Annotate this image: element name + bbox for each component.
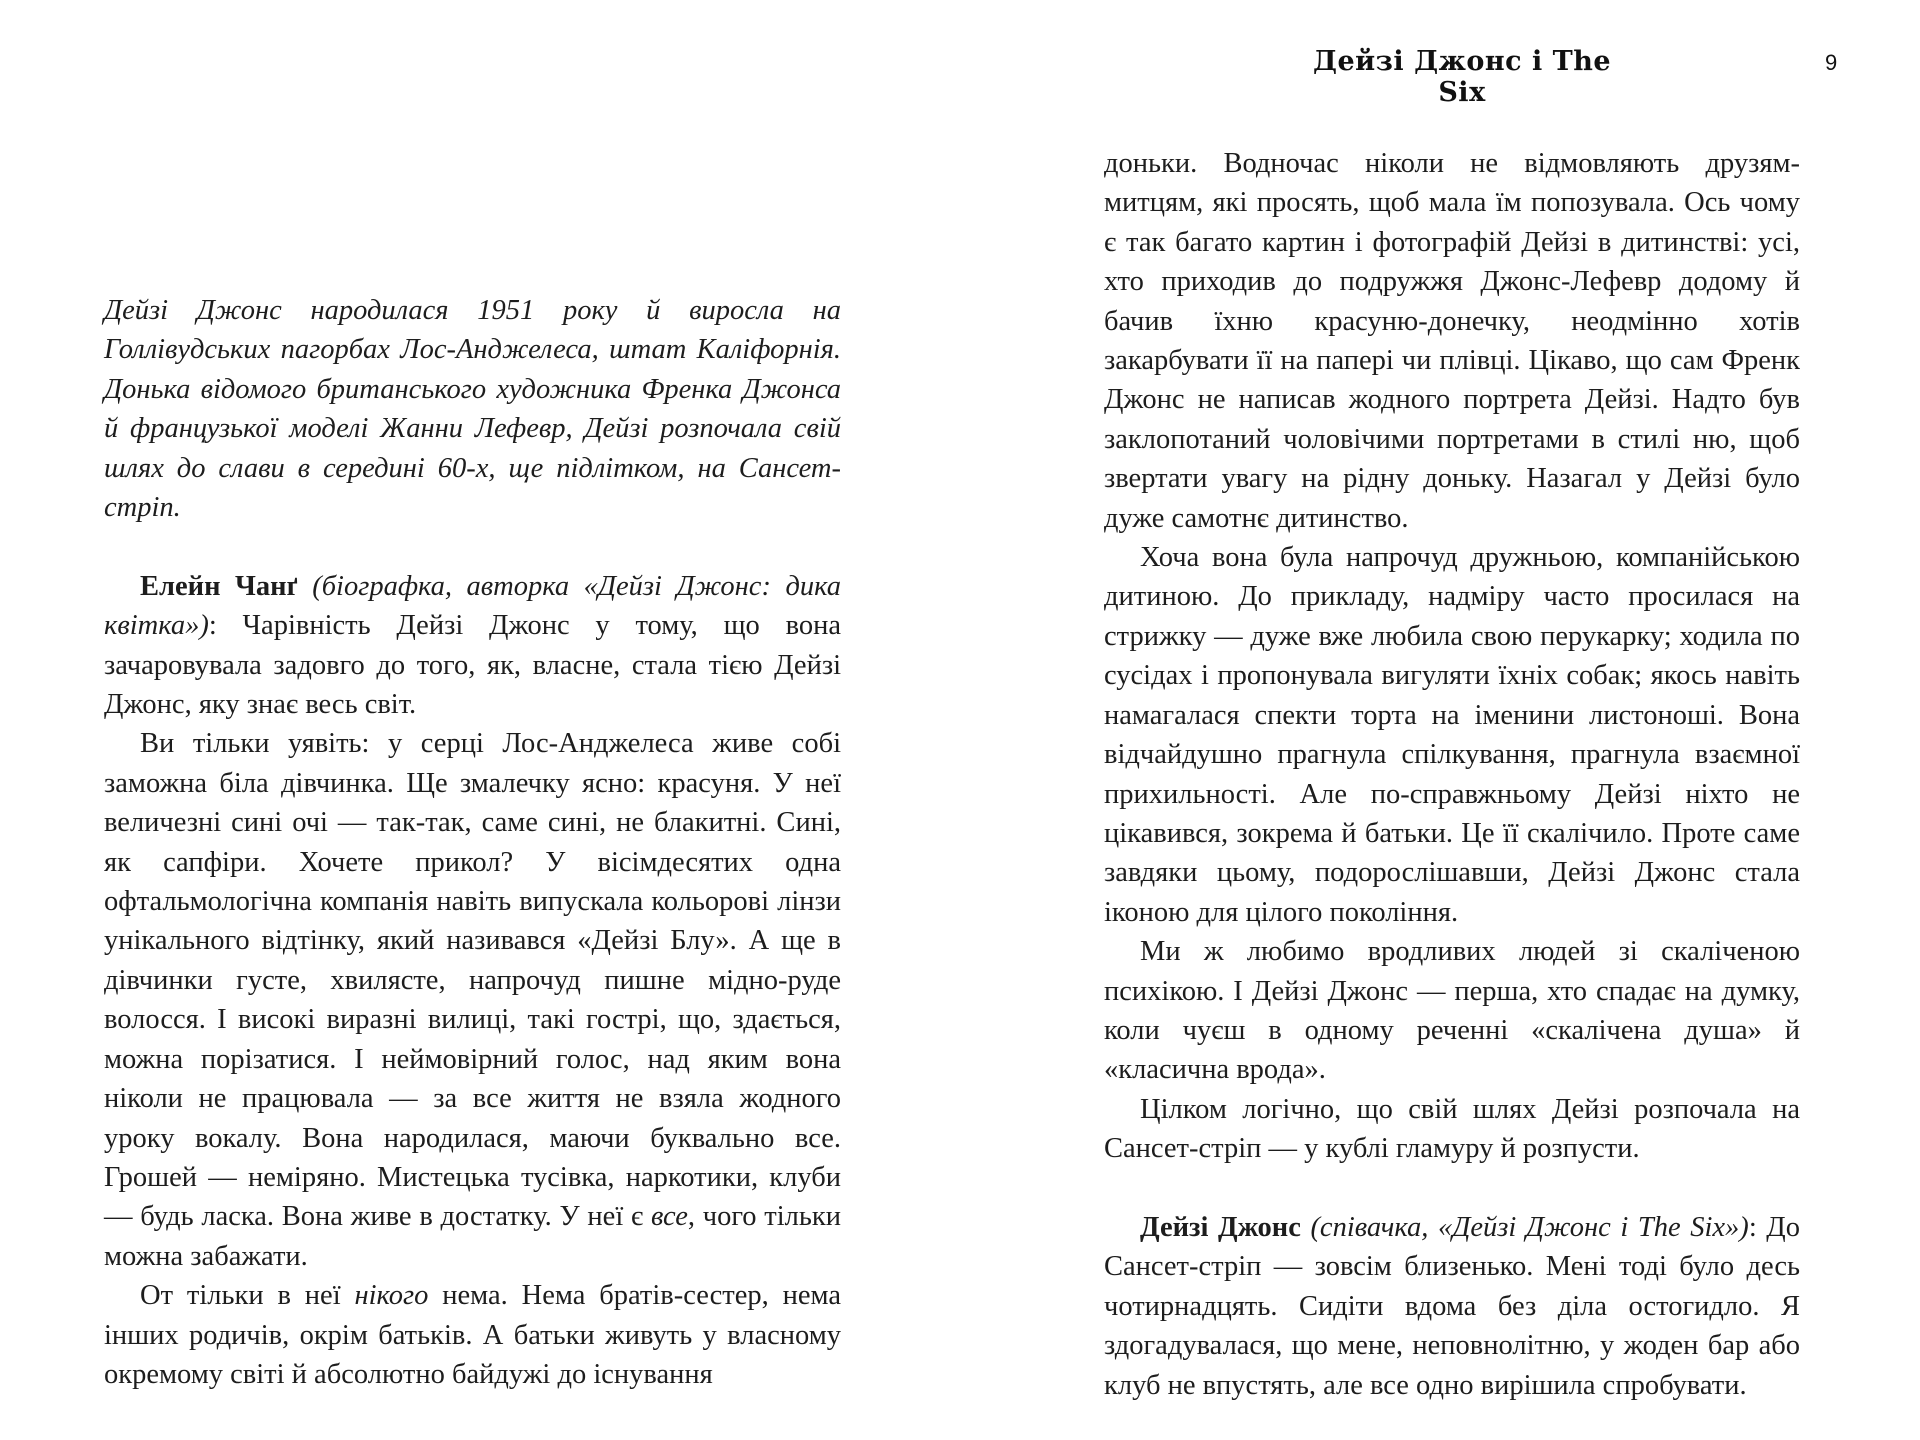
speaker-role: (біографка, авторка «Дейзі Джонс: дика квітка»): [104, 570, 841, 642]
body-text: , чого тільки можна забажати.: [104, 1201, 841, 1272]
speaker-name: Елейн Чанґ: [140, 570, 298, 602]
body-paragraph: [104, 724, 841, 1276]
left-page-text: [104, 291, 841, 1394]
speaker-text: : До Сансет-стріп — зовсім близенько. Мені тоді було десь чотирнадцять. Сидіти вдома без діла остогидло. Я здогадувалася, що мене, неповнолітню, у жоден бар або клуб не впустять, але все одно вирішила спробувати.: [1104, 1211, 1800, 1401]
body-text: нема. Нема братів-сестер, нема інших родичів, окрім батьків. А батьки живуть у власному окремому світі й абсолютно байдужі до існування: [104, 1280, 841, 1390]
right-page-text: [1104, 144, 1800, 1405]
body-paragraph: [104, 1276, 841, 1394]
interview-paragraph: [1104, 1208, 1800, 1405]
speaker-role: (співачка, «Дейзі Джонс і The Six»): [1310, 1211, 1749, 1243]
body-paragraph: Цілком логічно, що свій шлях Дейзі розпочала на Сансет-стріп — у кублі гламуру й розпусти.: [1104, 1093, 1800, 1165]
running-head-title: Дейзі Джонс і The Six: [1312, 46, 1612, 108]
emphasis-text: все: [650, 1201, 688, 1233]
intro-paragraph: Дейзі Джонс народилася 1951 року й виросла на Голлівудських пагорбах Лос-Анджелеса, штат Каліфорнія. Донька відомого британського художника Френка Джонса й французької моделі Жанни Лефевр, Дейзі розпочала свій шлях до слави в середині 60-х, ще підлітком, на Сансет-стріп.: [104, 295, 841, 524]
page-number: 9: [1825, 50, 1838, 75]
body-paragraph: доньки. Водночас ніколи не відмовляють друзям-митцям, які просять, щоб мала їм попозувала. Ось чому є так багато картин і фотографій Дейзі в дитинстві: усі, хто приходив до подружжя Джонс-Лефевр додому й бачив їхню красуню-донечку, неодмінно хотів закарбувати її на папері чи плівці. Цікаво, що сам Френк Джонс не написав жодного портрета Дейзі. Надто був заклопотаний чоловічими портретами в стилі ню, щоб звертати увагу на рідну доньку. Назагал у Дейзі було дуже самотнє дитинство.: [1104, 148, 1800, 534]
emphasis-text: нікого: [354, 1280, 429, 1312]
body-text: Ви тільки уявіть: у серці Лос-Анджелеса живе собі заможна біла дівчинка. Ще змалечку ясно: красуня. У неї величезні сині очі — так-так, саме сині, не блакитні. Сині, як сапфіри. Хочете прикол? У вісімдесятих одна офтальмологічна компанія навіть випускала кольорові лінзи унікального відтінку, який називався «Дейзі Блу». А ще в дівчинки густе, хвилясте, напрочуд пишне мідно-руде волосся. І високі виразні вилиці, такі гострі, що, здається, можна порізатися. І неймовірний голос, над яким вона ніколи не працювала — за все життя не взяла жодного уроку вокалу. Вона народилася, маючи буквально все. Грошей — неміряно. Мистецька тусівка, наркотики, клуби — будь ласка. Вона живе в достатку. У неї є: [104, 728, 841, 1233]
speaker-text: : Чарівність Дейзі Джонс у тому, що вона зачаровувала задовго до того, як, власне, стала тією Дейзі Джонс, яку знає весь світ.: [104, 610, 841, 721]
body-paragraph: Хоча вона була напрочуд дружньою, компанійською дитиною. До прикладу, надміру часто просилася на стрижку — дуже вже любила свою перукарку; ходила по сусідах і пропонувала вигуляти їхніх собак; якось навіть намагалася спекти торта на іменини листоноші. Вона відчайдушно прагнула спілкування, прагнула взаємної прихильності. Але по-справжньому Дейзі ніхто не цікавився, зокрема й батьки. Це її скалічило. Проте саме завдяки цьому, подорослішавши, Дейзі Джонс стала іконою для цілого покоління.: [1104, 542, 1800, 928]
body-text: От тільки в неї: [140, 1280, 355, 1312]
speaker-name: Дейзі Джонс: [1140, 1211, 1301, 1243]
right-page: [960, 0, 1920, 1440]
interview-paragraph: [104, 567, 841, 725]
body-paragraph: Ми ж любимо вродливих людей зі скаліченою психікою. І Дейзі Джонс — перша, хто спадає на думку, коли чуєш в одному реченні «скалічена душа» й «класична врода».: [1104, 936, 1800, 1086]
